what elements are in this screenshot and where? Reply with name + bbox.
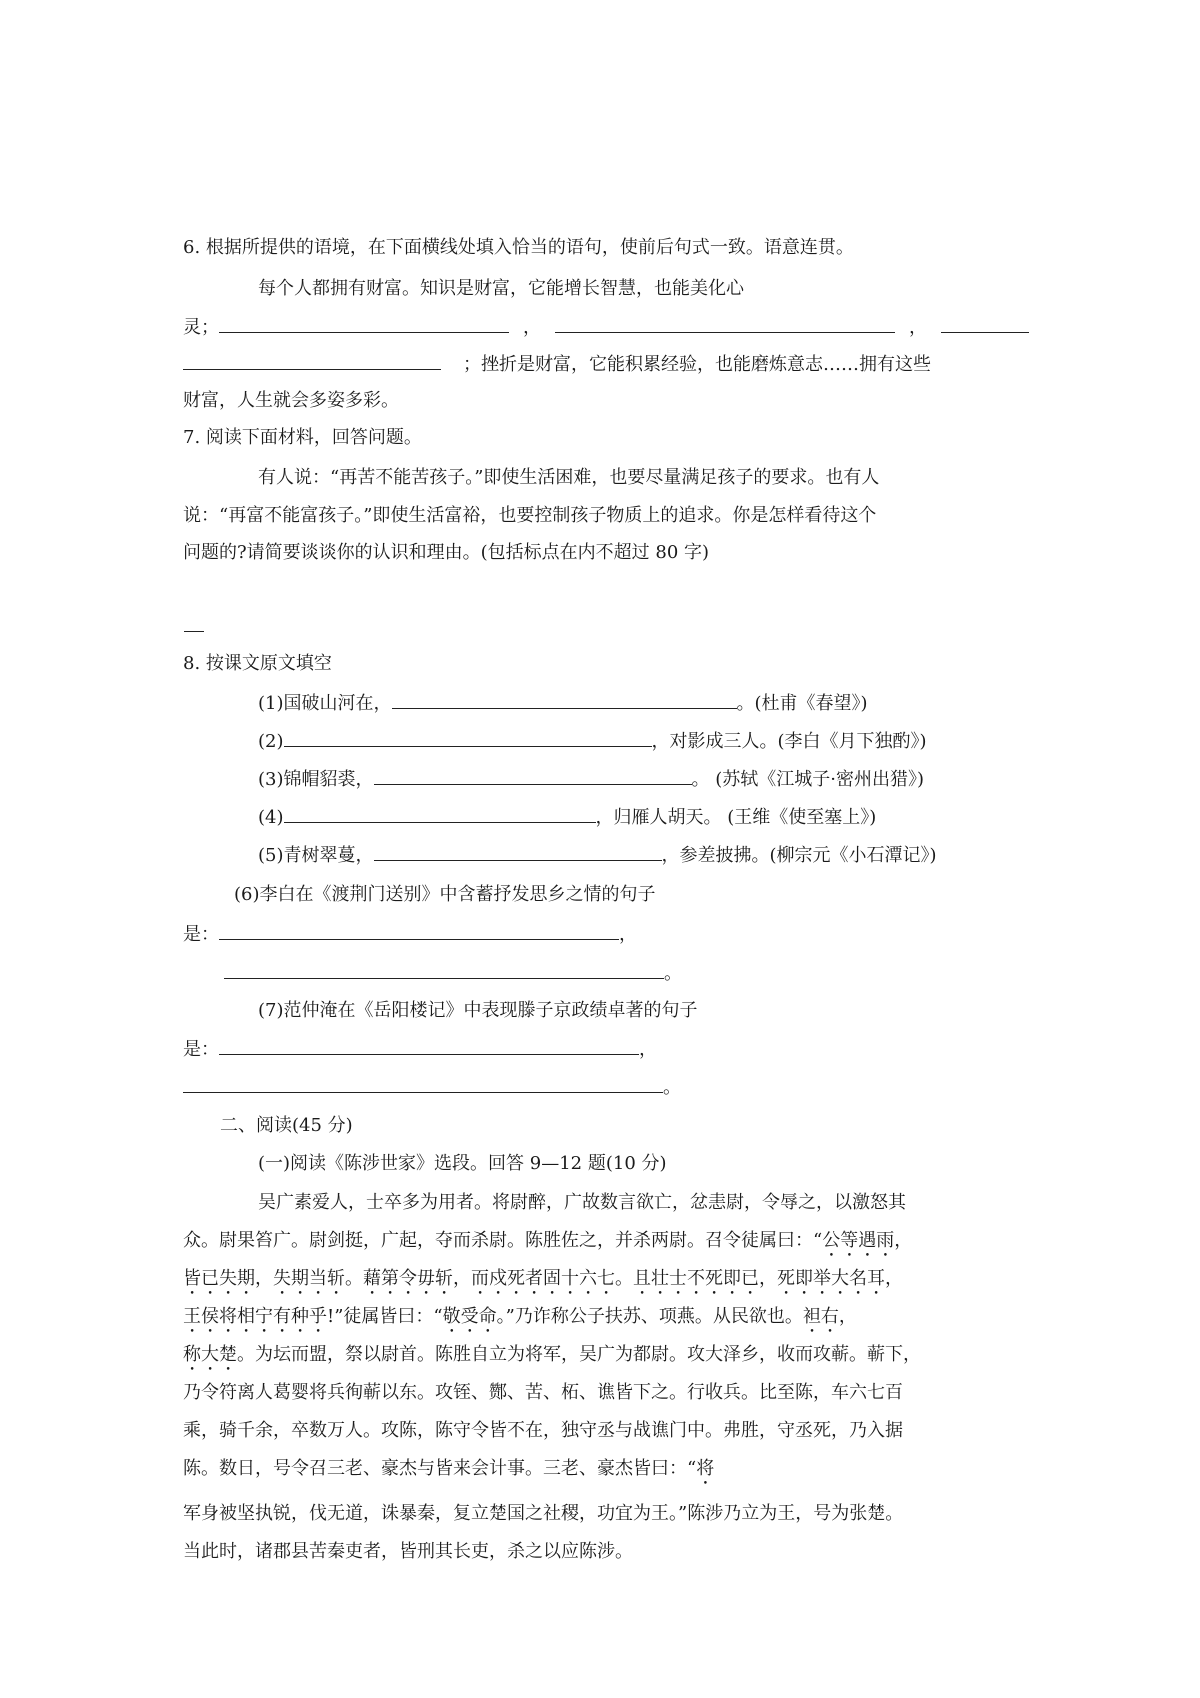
q8-item-1-blank[interactable] [392,691,737,709]
q8-item-5 [258,843,937,868]
q7-line3: 问题的?请简要谈谈你的认识和理由。(包括标点在内不超过 80 字) [183,542,710,563]
q8-item-7-end: 。 [663,1077,681,1098]
q6-passage-line1: 每个人都拥有财富。知识是财富，它能增长智慧，也能美化心 [258,278,744,299]
q6-passage-lead: 灵； [183,317,219,338]
q8-prompt: 8. 按课文原文填空 [183,653,332,674]
q6-comma-2: ， [909,317,927,338]
passage-line-3: 皆已失期，失期当斩。藉第令毋斩，而戍死者固十六七。且壮士不死即已，死即举大名耳， [183,1268,903,1289]
q8-item-3-blank[interactable] [374,767,692,785]
passage-line-10: 当此时，诸郡县苦秦吏者，皆刑其长吏，杀之以应陈涉。 [183,1541,633,1562]
q8-item-7-comma: ， [639,1039,657,1060]
q8-item-2-post: ，对影成三人。(李白《月下独酌》) [651,731,927,752]
q6-passage-line3-text: ；挫折是财富，它能积累经验，也能磨炼意志……拥有这些 [463,354,931,375]
q6-passage-line2 [183,315,1029,340]
q6-blank-1[interactable] [219,315,509,333]
section2-subtitle: (一)阅读《陈涉世家》选段。回答 9—12 题(10 分) [258,1153,667,1174]
q8-item-1-pre: (1)国破山河在， [258,693,392,714]
passage-line-8b: 将 [696,1458,715,1479]
q8-item-3-pre: (3)锦帽貂裘， [258,769,374,790]
passage-line-5a: 称大楚。 [183,1344,255,1365]
q8-item-7-blank-1[interactable] [219,1037,639,1055]
passage-line-8a: 陈。数日，号令召三老、豪杰与皆来会计事。三老、豪杰皆曰：“ [183,1458,697,1479]
passage-line-4a: 王侯将相宁有种乎! [183,1306,335,1327]
q8-item-6-comma: ， [619,924,637,945]
q6-passage-line3 [183,352,931,377]
passage-line-5 [183,1343,921,1375]
q8-item-7-line1 [183,1037,657,1062]
q8-item-3-post: 。 (苏轼《江城子·密州出猎》) [691,769,924,790]
q8-item-7: (7)范仲淹在《岳阳楼记》中表现滕子京政绩卓著的句子 [258,1000,698,1021]
q8-item-6-lead: 是： [183,924,219,945]
q8-item-4-blank[interactable] [284,805,596,823]
passage-line-2b: 公等遇雨， [822,1230,913,1251]
q8-item-7-lead: 是： [183,1039,219,1060]
passage-line-1: 吴广素爱人，士卒多为用者。将尉醉，广故数言欲亡，忿恚尉，令辱之，以激怒其 [258,1192,906,1213]
q8-item-4-pre: (4) [258,807,284,828]
q6-comma-1: ， [523,317,541,338]
passage-line-2 [183,1229,912,1261]
section2-title: 二、阅读(45 分) [220,1115,353,1136]
q8-item-5-post: ，参差披拂。(柳宗元《小石潭记》) [661,845,937,866]
q6-passage-line4: 财富，人生就会多姿多彩。 [183,390,399,411]
q8-item-6-line2 [224,961,682,986]
q8-item-6-blank-2[interactable] [224,961,664,979]
passage-line-2a: 众。尉果笞广。尉剑挺，广起，夺而杀尉。陈胜佐之，并杀两尉。召令徒属曰：“ [183,1230,823,1251]
q8-item-2 [258,729,927,754]
q8-item-6-blank-1[interactable] [219,922,619,940]
q8-item-4 [258,805,876,830]
q8-item-2-blank[interactable] [284,729,652,747]
q7-prompt: 7. 阅读下面材料，回答问题。 [183,427,422,448]
q6-prompt: 6. 根据所提供的语境，在下面横线处填入恰当的语句，使前后句式一致。语意连贯。 [183,237,854,258]
q8-item-4-post: ，归雁人胡天。 (王维《使至塞上》) [595,807,877,828]
q8-item-6: (6)李白在《渡荆门送别》中含蓄抒发思乡之情的句子 [234,884,656,905]
q8-item-5-pre: (5)青树翠蔓， [258,845,374,866]
q8-item-7-line2 [183,1075,681,1100]
passage-line-4d: ”乃诈称公子扶苏、项燕。从民欲也。 [505,1306,803,1327]
q7-line2: 说：“再富不能富孩子。”即使生活富裕，也要控制孩子物质上的追求。你是怎样看待这个 [183,505,877,526]
passage-line-9: 军身被坚执锐，伐无道，诛暴秦，复立楚国之社稷，功宜为王。”陈涉乃立为王，号为张楚。 [183,1503,904,1524]
q8-item-7-blank-2[interactable] [183,1075,663,1093]
q8-item-6-end: 。 [664,963,682,984]
q6-blank-3-cont[interactable] [183,352,441,370]
q8-item-2-pre: (2) [258,731,284,752]
q6-blank-2[interactable] [555,315,895,333]
q8-item-5-blank[interactable] [374,843,662,861]
passage-line-4e: 袒右， [802,1306,857,1327]
passage-line-4c: 敬受命。 [442,1306,506,1327]
passage-line-4b: ”徒属皆曰：“ [334,1306,443,1327]
q7-answer-line[interactable] [184,631,204,632]
q8-item-3 [258,767,924,792]
q8-item-6-line1 [183,922,637,947]
passage-line-4 [183,1305,857,1337]
q7-line1: 有人说：“再苦不能苦孩子。”即使生活困难，也要尽量满足孩子的要求。也有人 [258,467,880,488]
passage-line-6: 乃令符离人葛婴将兵徇蕲以东。攻铚、酂、苦、柘、谯皆下之。行收兵。比至陈，车六七百 [183,1382,903,1403]
passage-line-5b: 为坛而盟，祭以尉首。陈胜自立为将军，吴广为都尉。攻大泽乡，收而攻蕲。蕲下， [255,1344,921,1365]
q6-blank-3[interactable] [941,315,1029,333]
passage-line-8 [183,1457,714,1489]
passage-line-7: 乘，骑千余，卒数万人。攻陈，陈守令皆不在，独守丞与战谯门中。弗胜，守丞死，乃入据 [183,1420,903,1441]
q8-item-1 [258,691,868,716]
q8-item-1-post: 。(杜甫《春望》) [736,693,868,714]
